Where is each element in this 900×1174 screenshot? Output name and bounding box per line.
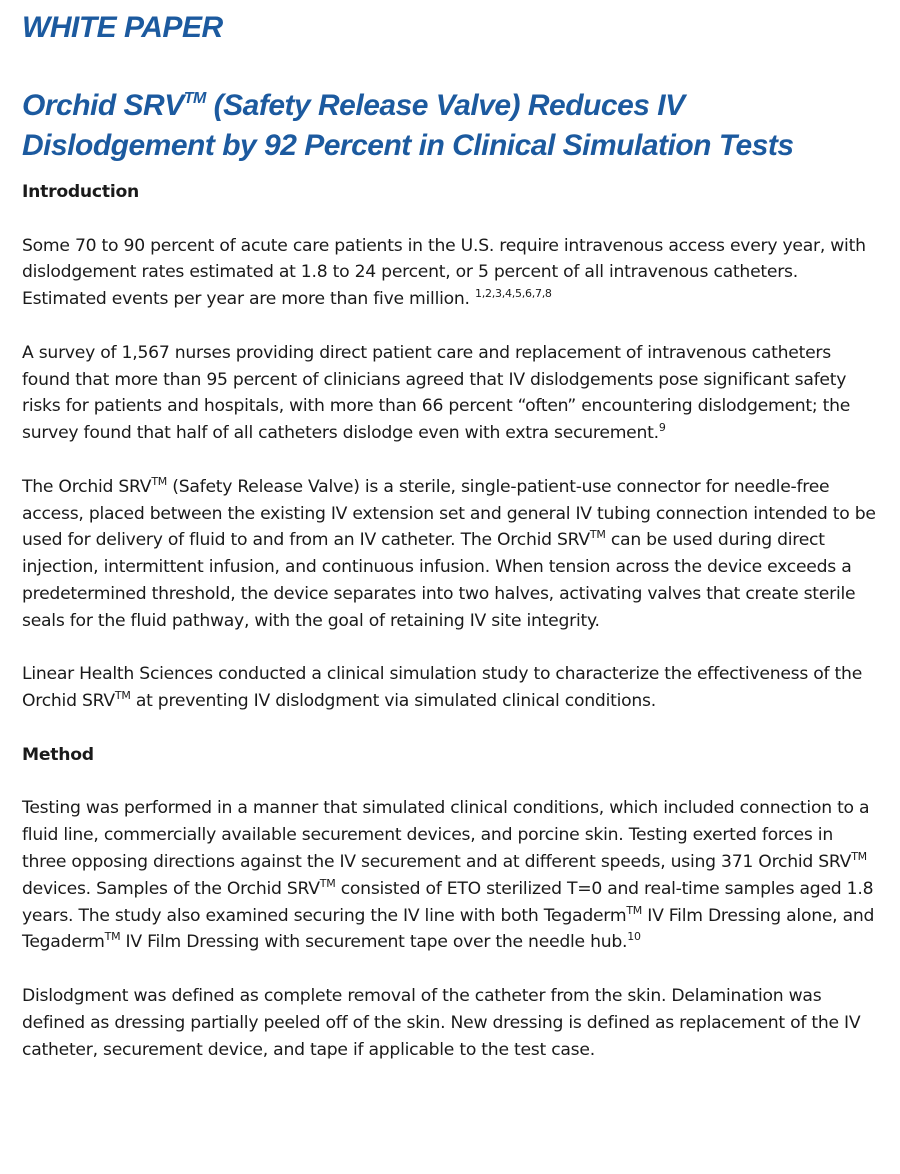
title-text-part2: (Safety Release Valve) Reduces IV Dislodgement by 92 Percent in Clinical Simulation Tests	[22, 89, 794, 162]
method-paragraph-1-text-d: IV Film Dressing alone, and Tegaderm	[22, 905, 875, 953]
introduction-heading: Introduction	[22, 182, 140, 202]
document-type-label: WHITE PAPER	[22, 11, 223, 44]
trademark-mark: TM	[151, 474, 168, 488]
method-paragraph-2: Dislodgment was defined as complete removal of the catheter from the skin. Delamination was defined as dressing partially peeled off of the skin. New dressing is defined as replacement of the IV catheter, securement device, and tape if applicable to the test case.	[22, 985, 861, 1060]
document-title	[22, 86, 882, 166]
intro-paragraph-3-text-c: can be used during direct injection, intermittent infusion, and continuous infusion. When tension across the device exceeds a predetermined threshold, the device separates into two halves, activating valves that create sterile seals for the fluid pathway, with the goal of retaining IV site integrity.	[22, 530, 856, 631]
trademark-mark: TM	[114, 689, 131, 703]
method-paragraph-1-text-a: Testing was performed in a manner that simulated clinical conditions, which included connection to a fluid line, commercially available securement devices, and porcine skin. Testing exerted forces in three opposing directions against the IV securement and at different speeds, using 371 Orchid SRV	[22, 798, 870, 872]
method-paragraph-1	[22, 795, 882, 956]
title-text-part1: Orchid SRV	[22, 89, 184, 122]
intro-paragraph-4	[22, 661, 882, 715]
method-paragraph-1-citation: 10	[627, 930, 641, 944]
title-trademark: TM	[183, 90, 206, 107]
intro-paragraph-3-text-a: The Orchid SRV	[22, 476, 152, 497]
intro-paragraph-3-text-b: (Safety Release Valve) is a sterile, single-patient-use connector for needle-free access, placed between the existing IV extension set and general IV tubing connection intended to be used for delivery of fluid to and from an IV catheter. The Orchid SRV	[22, 476, 876, 551]
method-paragraph-1-text-c: consisted of ETO sterilized T=0 and real-time samples aged 1.8 years. The study also examined securing the IV line with both Tegaderm	[22, 878, 874, 926]
intro-paragraph-1-citation: 1,2,3,4,5,6,7,8	[474, 287, 552, 301]
method-heading: Method	[22, 744, 94, 765]
document-body	[22, 179, 882, 1063]
intro-paragraph-1	[22, 233, 882, 313]
intro-paragraph-2	[22, 340, 882, 447]
trademark-mark: TM	[626, 903, 643, 917]
intro-paragraph-4-text-b: at preventing IV dislodgment via simulated clinical conditions.	[130, 691, 656, 712]
method-paragraph-1-text-b: devices. Samples of the Orchid SRV	[22, 878, 320, 899]
method-paragraph-1-text-e: IV Film Dressing with securement tape over the needle hub.	[120, 932, 628, 953]
trademark-mark: TM	[589, 528, 606, 542]
trademark-mark: TM	[104, 930, 121, 944]
trademark-mark: TM	[319, 876, 336, 890]
trademark-mark: TM	[851, 849, 867, 863]
intro-paragraph-1-text: Some 70 to 90 percent of acute care patients in the U.S. require intravenous access every year, with dislodgement rates estimated at 1.8 to 24 percent, or 5 percent of all intravenous catheters. Estimated events per year are more than five million.	[22, 235, 866, 310]
intro-paragraph-3	[22, 474, 882, 635]
intro-paragraph-2-text: A survey of 1,567 nurses providing direct patient care and replacement of intravenous catheters found that more than 95 percent of clinicians agreed that IV dislodgements pose significant safety risks for patients and hospitals, with more than 66 percent “often” encountering dislodgement; the survey found that half of all catheters dislodge even with extra securement.	[22, 342, 851, 444]
intro-paragraph-2-citation: 9	[658, 421, 666, 435]
intro-paragraph-4-text-a: Linear Health Sciences conducted a clinical simulation study to characterize the effectiveness of the Orchid SRV	[22, 664, 863, 712]
